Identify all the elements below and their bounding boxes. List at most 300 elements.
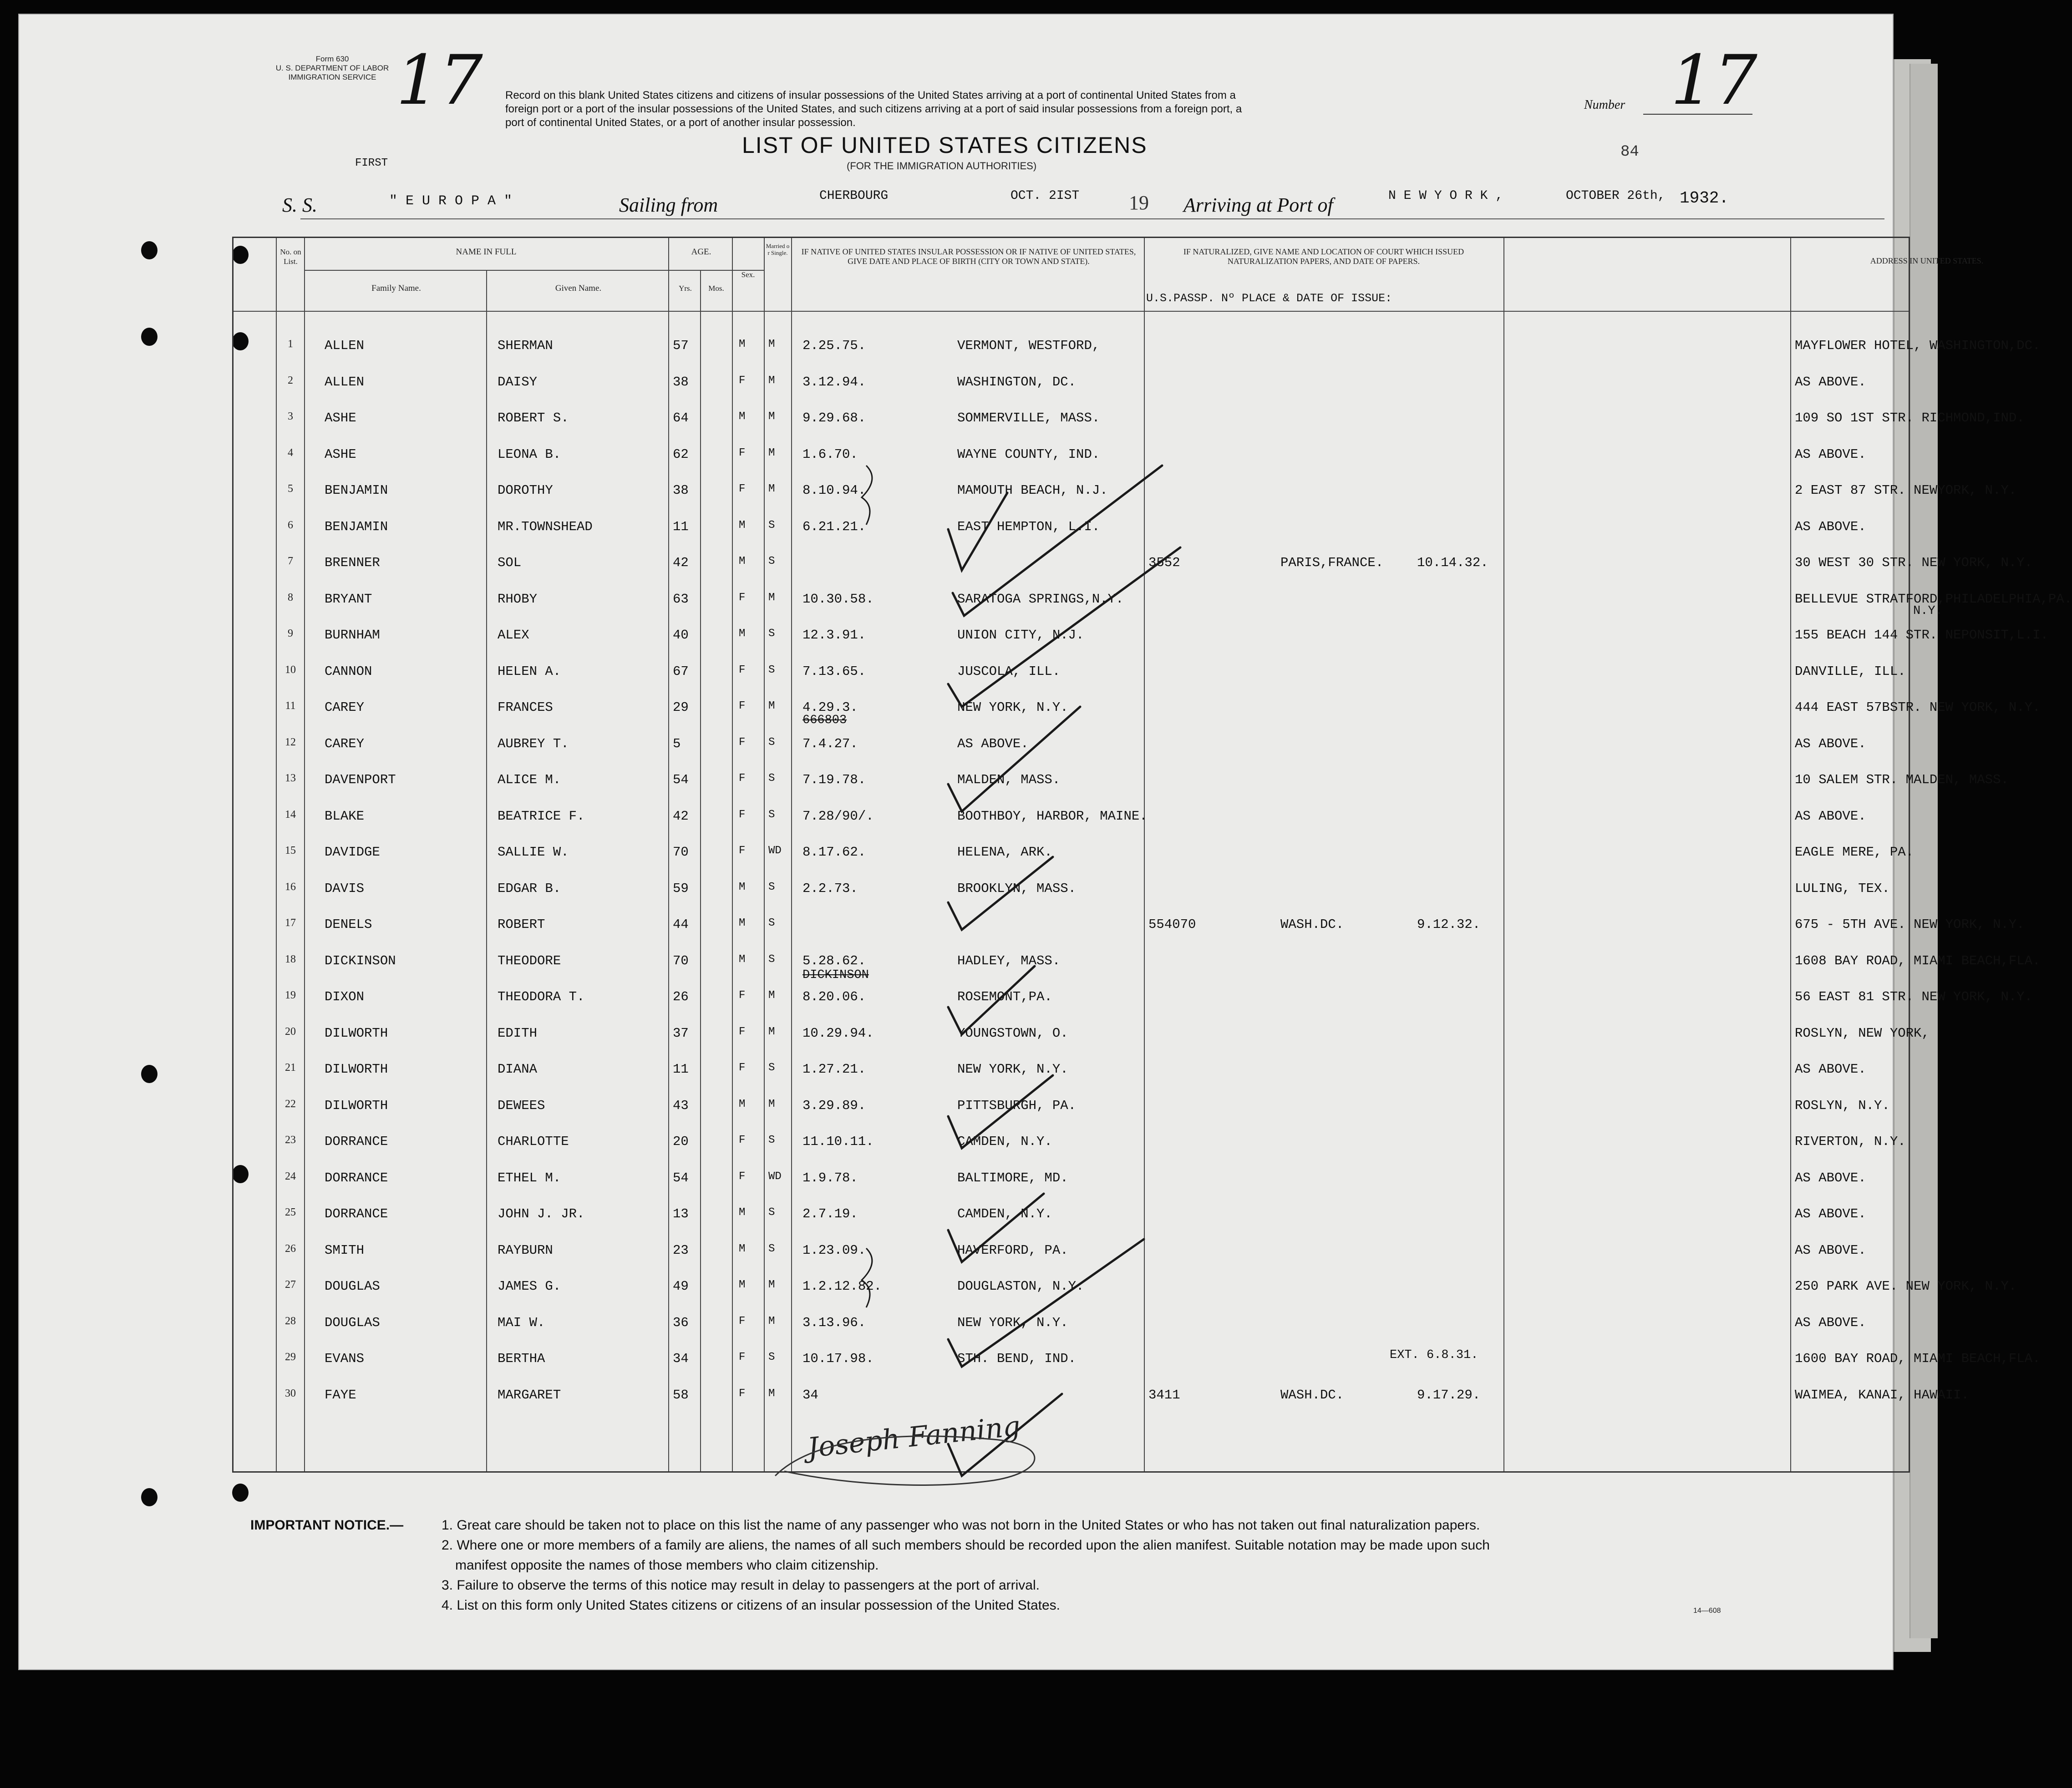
col-header-no: No. on List. bbox=[280, 248, 301, 266]
table-row bbox=[234, 410, 2025, 447]
manifest-table bbox=[232, 237, 2072, 1473]
birth-place: STH. BEND, IND. bbox=[957, 1351, 1077, 1366]
given-name: THEODORA T. bbox=[498, 989, 585, 1004]
family-name: DOUGLAS bbox=[325, 1315, 380, 1330]
birth-place: EAST HEMPTON, L.I. bbox=[957, 519, 1100, 534]
marital-status: M bbox=[768, 591, 775, 604]
row-number: 16 bbox=[285, 881, 296, 893]
birth-place: AS ABOVE. bbox=[957, 736, 1029, 751]
us-address: 30 WEST 30 STR. NEW YORK, N.Y. bbox=[1795, 555, 2033, 570]
sex: M bbox=[739, 881, 746, 893]
sex: M bbox=[739, 555, 746, 567]
manifest-page bbox=[18, 14, 2072, 1670]
col-header-sex: Sex. bbox=[741, 270, 755, 279]
birth-place: HELENA, ARK. bbox=[957, 845, 1052, 860]
age-years: 23 bbox=[673, 1242, 689, 1258]
sex: F bbox=[739, 1351, 746, 1363]
us-address: EAGLE MERE, PA. bbox=[1795, 845, 1914, 860]
marital-status: S bbox=[768, 1062, 775, 1074]
age-years: 42 bbox=[673, 555, 689, 570]
sex: F bbox=[739, 1170, 746, 1183]
marital-status: WD bbox=[768, 845, 782, 857]
us-address: AS ABOVE. bbox=[1795, 736, 1866, 751]
ss-label: S. S. bbox=[282, 194, 317, 216]
family-name: ASHE bbox=[325, 446, 356, 462]
birth-date: 6.21.21. bbox=[802, 519, 866, 534]
row-number: 21 bbox=[285, 1062, 296, 1074]
binder-hole bbox=[141, 1065, 157, 1083]
given-name: DIANA bbox=[498, 1062, 538, 1077]
sex: F bbox=[739, 664, 746, 676]
family-name: BURNHAM bbox=[325, 628, 380, 643]
instructions-line: port of continental United States, or a port of another insular possession. bbox=[505, 116, 856, 129]
us-address: 250 PARK AVE. NEW YORK, N.Y. bbox=[1795, 1279, 2017, 1294]
notice-item: 4. List on this form only United States citizens or citizens of an insular possession of the United States. bbox=[442, 1598, 1061, 1613]
family-name: ALLEN bbox=[325, 374, 365, 390]
marital-status: M bbox=[768, 446, 775, 459]
family-name: DILWORTH bbox=[325, 1025, 388, 1041]
row-number: 2 bbox=[288, 374, 293, 386]
birth-place: MALDEN, MASS. bbox=[957, 772, 1061, 787]
row-number: 19 bbox=[285, 989, 296, 1001]
marital-status: WD bbox=[768, 1170, 782, 1183]
notice-list bbox=[442, 1515, 1853, 1616]
row-number: 25 bbox=[285, 1206, 296, 1218]
birth-date: 10.29.94. bbox=[802, 1025, 874, 1041]
notice-item: manifest opposite the names of those members who claim citizenship. bbox=[455, 1558, 879, 1573]
col-header-given-name: Given Name. bbox=[555, 284, 602, 293]
age-years: 5 bbox=[673, 736, 681, 751]
us-address: AS ABOVE. bbox=[1795, 1062, 1866, 1077]
given-name: ETHEL M. bbox=[498, 1170, 561, 1185]
ship-line-rule bbox=[300, 218, 1884, 219]
row-number: 4 bbox=[288, 446, 293, 459]
marital-status: M bbox=[768, 700, 775, 712]
sailing-date: OCT. 2IST bbox=[1011, 189, 1080, 203]
birth-date: 12.3.91. bbox=[802, 628, 866, 643]
age-years: 11 bbox=[673, 519, 689, 534]
row-number: 7 bbox=[288, 555, 293, 567]
birth-place: SOMMERVILLE, MASS. bbox=[957, 410, 1100, 425]
sex: F bbox=[739, 446, 746, 459]
table-row bbox=[234, 375, 1909, 411]
form-number: Form 630 bbox=[315, 55, 349, 63]
us-address: AS ABOVE. bbox=[1795, 1242, 1866, 1258]
birth-date: 2.7.19. bbox=[802, 1206, 858, 1221]
passport-place: WASH.DC. bbox=[1280, 1387, 1344, 1403]
family-name: ALLEN bbox=[325, 338, 365, 353]
marital-status: M bbox=[768, 1025, 775, 1038]
birth-date: 8.20.06. bbox=[802, 989, 866, 1004]
check-marks-icon bbox=[944, 493, 1199, 1494]
sex: F bbox=[739, 591, 746, 604]
age-years: 34 bbox=[673, 1351, 689, 1366]
age-years: 38 bbox=[673, 483, 689, 498]
birth-date: 1.2.12.82. bbox=[802, 1279, 882, 1294]
birth-place: WASHINGTON, DC. bbox=[957, 374, 1077, 390]
given-name: MR.TOWNSHEAD bbox=[498, 519, 593, 534]
birth-place: NEW YORK, N.Y. bbox=[957, 700, 1068, 715]
given-name: JAMES G. bbox=[498, 1279, 561, 1294]
us-address: MAYFLOWER HOTEL, WASHINGTON,DC. bbox=[1795, 338, 2041, 353]
passport-number: 3552 bbox=[1148, 555, 1180, 570]
arriving-label: Arriving at Port of bbox=[1183, 194, 1333, 216]
row-number: 13 bbox=[285, 772, 296, 784]
page-number: 84 bbox=[1620, 143, 1639, 161]
marital-status: M bbox=[768, 989, 775, 1002]
family-name: ASHE bbox=[325, 410, 356, 425]
given-name: DEWEES bbox=[498, 1098, 545, 1113]
row-number: 22 bbox=[285, 1098, 296, 1110]
sex: M bbox=[739, 628, 746, 640]
sex: F bbox=[739, 1134, 746, 1146]
us-address: WAIMEA, KANAI, HAWAII. bbox=[1795, 1387, 1969, 1403]
row-number: 18 bbox=[285, 953, 296, 965]
family-name: BRENNER bbox=[325, 555, 380, 570]
col-header-mos: Mos. bbox=[708, 284, 724, 293]
col-header-yrs: Yrs. bbox=[679, 284, 692, 293]
us-address: 56 EAST 81 STR. NEW YORK, N.Y. bbox=[1795, 989, 2033, 1004]
given-name: ROBERT bbox=[498, 917, 545, 932]
birth-date: 10.17.98. bbox=[802, 1351, 874, 1366]
marital-status: S bbox=[768, 772, 775, 785]
given-name: JOHN J. JR. bbox=[498, 1206, 585, 1221]
marital-status: M bbox=[768, 1315, 775, 1327]
family-name: BENJAMIN bbox=[325, 483, 388, 498]
arrival-date: OCTOBER 26th, bbox=[1566, 189, 1666, 203]
binder-hole bbox=[141, 241, 157, 259]
family-name: DAVENPORT bbox=[325, 772, 396, 787]
family-name: FAYE bbox=[325, 1387, 356, 1403]
row10-struck-text: 666803 bbox=[802, 714, 847, 727]
us-address: 675 - 5TH AVE. NEW YORK, N.Y. bbox=[1795, 917, 2025, 932]
age-years: 38 bbox=[673, 374, 689, 390]
signature-flourish-icon bbox=[757, 1421, 1076, 1489]
us-address: 1608 BAY ROAD, MIAMI BEACH,FLA. bbox=[1795, 953, 2041, 968]
row-number: 8 bbox=[288, 591, 293, 603]
age-years: 11 bbox=[673, 1062, 689, 1077]
family-name: BENJAMIN bbox=[325, 519, 388, 534]
birth-date: 11.10.11. bbox=[802, 1134, 874, 1149]
birth-place: ROSEMONT,PA. bbox=[957, 989, 1052, 1004]
row-number: 1 bbox=[288, 338, 293, 350]
birth-date: 3.13.96. bbox=[802, 1315, 866, 1330]
sex: F bbox=[739, 845, 746, 857]
birth-place: HAVERFORD, PA. bbox=[957, 1242, 1068, 1258]
us-address: LULING, TEX. bbox=[1795, 881, 1890, 896]
marital-status: M bbox=[768, 410, 775, 423]
us-address: 1600 BAY ROAD, MIAMI BEACH,FLA. bbox=[1795, 1351, 2041, 1366]
col-header-family-name: Family Name. bbox=[371, 284, 421, 293]
sex: M bbox=[739, 917, 746, 929]
marital-status: S bbox=[768, 628, 775, 640]
given-name: ROBERT S. bbox=[498, 410, 569, 425]
us-address: 10 SALEM STR. MALDEN, MASS. bbox=[1795, 772, 2009, 787]
binder-hole bbox=[232, 1484, 249, 1502]
sex: F bbox=[739, 736, 746, 749]
row8-ny-note: N.Y. bbox=[1913, 604, 1943, 618]
family-name: DICKINSON bbox=[325, 953, 396, 968]
family-name: DOUGLAS bbox=[325, 1279, 380, 1294]
page-subtitle: (FOR THE IMMIGRATION AUTHORITIES) bbox=[847, 160, 1037, 172]
birth-place: VERMONT, WESTFORD, bbox=[957, 338, 1100, 353]
birth-place: MAMOUTH BEACH, N.J. bbox=[957, 483, 1108, 498]
birth-place: BALTIMORE, MD. bbox=[957, 1170, 1068, 1185]
given-name: THEODORE bbox=[498, 953, 561, 968]
notice-item: 2. Where one or more members of a family are aliens, the names of all such members should be recorded upon the alien manifest. Suitable notation may be made upon such bbox=[442, 1538, 1490, 1553]
marital-status: M bbox=[768, 483, 775, 495]
age-years: 42 bbox=[673, 808, 689, 824]
given-name: DAISY bbox=[498, 374, 538, 390]
col-header-married: Married or Single. bbox=[766, 243, 790, 256]
birth-place: UNION CITY, N.J. bbox=[957, 628, 1084, 643]
notice-item: 3. Failure to observe the terms of this notice may result in delay to passengers at the port of arrival. bbox=[442, 1578, 1040, 1593]
given-name: EDGAR B. bbox=[498, 881, 561, 896]
col-header-name-in-full: NAME IN FULL bbox=[456, 247, 517, 257]
family-name: EVANS bbox=[325, 1351, 365, 1366]
row-number: 29 bbox=[285, 1351, 296, 1363]
family-name: CAREY bbox=[325, 736, 365, 751]
birth-place: CAMDEN, N.Y. bbox=[957, 1134, 1052, 1149]
birth-place: PITTSBURGH, PA. bbox=[957, 1098, 1077, 1113]
sex: M bbox=[739, 1242, 746, 1255]
age-years: 70 bbox=[673, 953, 689, 968]
birth-date: 1.27.21. bbox=[802, 1062, 866, 1077]
sex: M bbox=[739, 1279, 746, 1291]
handwritten-list-number: 17 bbox=[396, 41, 483, 120]
marital-status: S bbox=[768, 1134, 775, 1146]
us-address: AS ABOVE. bbox=[1795, 374, 1866, 390]
given-name: ALICE M. bbox=[498, 772, 561, 787]
marital-status: S bbox=[768, 1242, 775, 1255]
sailing-label: Sailing from bbox=[619, 194, 718, 216]
family-name: CANNON bbox=[325, 664, 372, 679]
age-years: 29 bbox=[673, 700, 689, 715]
marital-status: M bbox=[768, 374, 775, 387]
us-address: 155 BEACH 144 STR. NEPONSIT,L.I. bbox=[1795, 628, 2048, 643]
official-signature: Joseph Fanning bbox=[806, 1410, 1022, 1464]
marital-status: M bbox=[768, 1387, 775, 1400]
given-name: CHARLOTTE bbox=[498, 1134, 569, 1149]
birth-date: 7.4.27. bbox=[802, 736, 858, 751]
birth-date: 1.23.09. bbox=[802, 1242, 866, 1258]
us-address: ROSLYN, N.Y. bbox=[1795, 1098, 1890, 1113]
given-name: LEONA B. bbox=[498, 446, 561, 462]
row-number: 14 bbox=[285, 808, 296, 821]
row18-struck-text: DICKINSON bbox=[802, 968, 869, 982]
us-address: AS ABOVE. bbox=[1795, 808, 1866, 824]
sailing-port: CHERBOURG bbox=[819, 189, 889, 203]
col-header-age: AGE. bbox=[691, 247, 711, 257]
row-number: 15 bbox=[285, 845, 296, 856]
class-label: FIRST bbox=[355, 157, 388, 169]
arrival-year: 1932. bbox=[1680, 189, 1729, 208]
family-name: SMITH bbox=[325, 1242, 365, 1258]
family-name: BLAKE bbox=[325, 808, 365, 824]
age-years: 36 bbox=[673, 1315, 689, 1330]
birth-place: NEW YORK, N.Y. bbox=[957, 1315, 1068, 1330]
year-prefix: 19 bbox=[1129, 192, 1149, 214]
notice-heading: IMPORTANT NOTICE.— bbox=[250, 1518, 404, 1533]
sex: M bbox=[739, 410, 746, 423]
us-address: AS ABOVE. bbox=[1795, 1170, 1866, 1185]
header-rule bbox=[304, 270, 764, 271]
birth-place: NEW YORK, N.Y. bbox=[957, 1062, 1068, 1077]
number-label: Number bbox=[1584, 98, 1625, 112]
family-name: DIXON bbox=[325, 989, 365, 1004]
family-name: DENELS bbox=[325, 917, 372, 932]
sex: F bbox=[739, 808, 746, 821]
birth-date: 7.28/90/. bbox=[802, 808, 874, 824]
given-name: BEATRICE F. bbox=[498, 808, 585, 824]
row-number: 6 bbox=[288, 519, 293, 531]
birth-date: 3.12.94. bbox=[802, 374, 866, 390]
row-number: 11 bbox=[285, 700, 296, 712]
row-number: 17 bbox=[285, 917, 296, 929]
col-header-naturalized: IF NATURALIZED, GIVE NAME AND LOCATION OF COURT WHICH ISSUED NATURALIZATION PAPERS, AND DATE OF PAPERS. bbox=[1183, 247, 1464, 266]
sex: F bbox=[739, 374, 746, 387]
us-address: AS ABOVE. bbox=[1795, 519, 1866, 534]
marital-status: S bbox=[768, 953, 775, 966]
row-number: 20 bbox=[285, 1025, 296, 1038]
age-years: 54 bbox=[673, 1170, 689, 1185]
family-name: BRYANT bbox=[325, 591, 372, 607]
family-name: CAREY bbox=[325, 700, 365, 715]
birth-date: 5.28.62. bbox=[802, 953, 866, 968]
marital-status: S bbox=[768, 664, 775, 676]
age-years: 20 bbox=[673, 1134, 689, 1149]
birth-date: 8.17.62. bbox=[802, 845, 866, 860]
sex: F bbox=[739, 989, 746, 1002]
row-number: 30 bbox=[285, 1387, 296, 1399]
form-code: 14—608 bbox=[1693, 1607, 1721, 1615]
marital-status: M bbox=[768, 1279, 775, 1291]
birth-date: 9.29.68. bbox=[802, 410, 866, 425]
family-name: DORRANCE bbox=[325, 1134, 388, 1149]
sex: M bbox=[739, 338, 746, 350]
given-name: FRANCES bbox=[498, 700, 553, 715]
ship-name: " E U R O P A " bbox=[389, 193, 513, 209]
marital-status: S bbox=[768, 808, 775, 821]
birth-date: 2.25.75. bbox=[802, 338, 866, 353]
marital-status: S bbox=[768, 1351, 775, 1363]
age-years: 37 bbox=[673, 1025, 689, 1041]
age-years: 49 bbox=[673, 1279, 689, 1294]
sex: F bbox=[739, 772, 746, 785]
row-number: 23 bbox=[285, 1134, 296, 1146]
passport-date: 9.17.29. bbox=[1417, 1387, 1481, 1403]
sex: F bbox=[739, 483, 746, 495]
given-name: MARGARET bbox=[498, 1387, 561, 1403]
passport-number: 3411 bbox=[1148, 1387, 1180, 1403]
age-years: 62 bbox=[673, 446, 689, 462]
us-address: 109 SO 1ST STR. RICHMOND,IND. bbox=[1795, 410, 2025, 425]
family-name: DAVIDGE bbox=[325, 845, 380, 860]
age-years: 40 bbox=[673, 628, 689, 643]
us-address: ROSLYN, NEW YORK, bbox=[1795, 1025, 1930, 1041]
us-address: 2 EAST 87 STR. NEWYORK, N.Y. bbox=[1795, 483, 2017, 498]
col-header-passport: U.S.PASSP. Nº PLACE & DATE OF ISSUE: bbox=[1146, 292, 1392, 305]
department: U. S. DEPARTMENT OF LABOR bbox=[275, 64, 389, 72]
age-years: 58 bbox=[673, 1387, 689, 1403]
sex: F bbox=[739, 1062, 746, 1074]
instructions-line: foreign port or a port of the insular possessions of the United States, and such citizens arriving at a port of said insular possessions from a foreign port, a bbox=[505, 103, 1242, 115]
us-address: AS ABOVE. bbox=[1795, 446, 1866, 462]
given-name: BERTHA bbox=[498, 1351, 545, 1366]
given-name: ALEX bbox=[498, 628, 529, 643]
us-address: RIVERTON, N.Y. bbox=[1795, 1134, 1906, 1149]
marital-status: M bbox=[768, 1098, 775, 1110]
birth-date: 8.10.94. bbox=[802, 483, 866, 498]
birth-date: 34 bbox=[802, 1387, 818, 1403]
family-name: DORRANCE bbox=[325, 1170, 388, 1185]
passport-date: 9.12.32. bbox=[1417, 917, 1481, 932]
birth-place: JUSCOLA, ILL. bbox=[957, 664, 1061, 679]
birth-date: 4.29.3. bbox=[802, 700, 858, 715]
passport-place: WASH.DC. bbox=[1280, 917, 1344, 932]
row-number: 26 bbox=[285, 1242, 296, 1255]
birth-place: WAYNE COUNTY, IND. bbox=[957, 446, 1100, 462]
given-name: RHOBY bbox=[498, 591, 538, 607]
birth-date: 10.30.58. bbox=[802, 591, 874, 607]
birth-place: HADLEY, MASS. bbox=[957, 953, 1061, 968]
age-years: 43 bbox=[673, 1098, 689, 1113]
birth-date: 7.13.65. bbox=[802, 664, 866, 679]
us-address: 444 EAST 57BSTR. NEW YORK, N.Y. bbox=[1795, 700, 2041, 715]
header-rule bbox=[234, 311, 1909, 312]
passport-place: PARIS,FRANCE. bbox=[1280, 555, 1384, 570]
birth-place: CAMDEN, N.Y. bbox=[957, 1206, 1052, 1221]
age-years: 70 bbox=[673, 845, 689, 860]
given-name: RAYBURN bbox=[498, 1242, 553, 1258]
family-name: DILWORTH bbox=[325, 1098, 388, 1113]
passport-number: 554070 bbox=[1148, 917, 1196, 932]
birth-place: DOUGLASTON, N.Y. bbox=[957, 1279, 1084, 1294]
us-address: AS ABOVE. bbox=[1795, 1315, 1866, 1330]
age-years: 44 bbox=[673, 917, 689, 932]
birth-place: BOOTHBOY, HARBOR, MAINE. bbox=[957, 808, 1148, 824]
row-number: 28 bbox=[285, 1315, 296, 1327]
birth-date: 1.9.78. bbox=[802, 1170, 858, 1185]
birth-place: SARATOGA SPRINGS,N.Y. bbox=[957, 591, 1124, 607]
row-number: 3 bbox=[288, 410, 293, 422]
row-number: 12 bbox=[285, 736, 296, 748]
birth-date: 2.2.73. bbox=[802, 881, 858, 896]
instructions bbox=[505, 89, 1543, 130]
notice-item: 1. Great care should be taken not to place on this list the name of any passenger who was not born in the United States or who has not taken out final naturalization papers. bbox=[442, 1518, 1480, 1533]
arrival-port: N E W Y O R K , bbox=[1388, 189, 1503, 203]
us-address: BELLEVUE STRATFORD,PHILADELPHIA,PA. bbox=[1795, 591, 2072, 607]
col-header-address: ADDRESS IN UNITED STATES. bbox=[1870, 256, 1984, 265]
age-years: 26 bbox=[673, 989, 689, 1004]
family-name: DORRANCE bbox=[325, 1206, 388, 1221]
birth-place: BROOKLYN, MASS. bbox=[957, 881, 1077, 896]
table-row bbox=[234, 447, 1909, 483]
sex: F bbox=[739, 700, 746, 712]
age-years: 59 bbox=[673, 881, 689, 896]
marital-status: S bbox=[768, 917, 775, 929]
given-name: EDITH bbox=[498, 1025, 538, 1041]
passport-date: 10.14.32. bbox=[1417, 555, 1488, 570]
given-name: DOROTHY bbox=[498, 483, 553, 498]
sex: M bbox=[739, 1098, 746, 1110]
marital-status: S bbox=[768, 736, 775, 749]
sex: F bbox=[739, 1387, 746, 1400]
marital-status: M bbox=[768, 338, 775, 350]
birth-place: YOUNGSTOWN, O. bbox=[957, 1025, 1068, 1041]
col-header-native: IF NATIVE OF UNITED STATES INSULAR POSSESSION OR IF NATIVE OF UNITED STATES, GIVE DATE AND PLACE OF BIRTH (CITY OR TOWN AND STATE). bbox=[801, 247, 1136, 266]
birth-date: 3.29.89. bbox=[802, 1098, 866, 1113]
